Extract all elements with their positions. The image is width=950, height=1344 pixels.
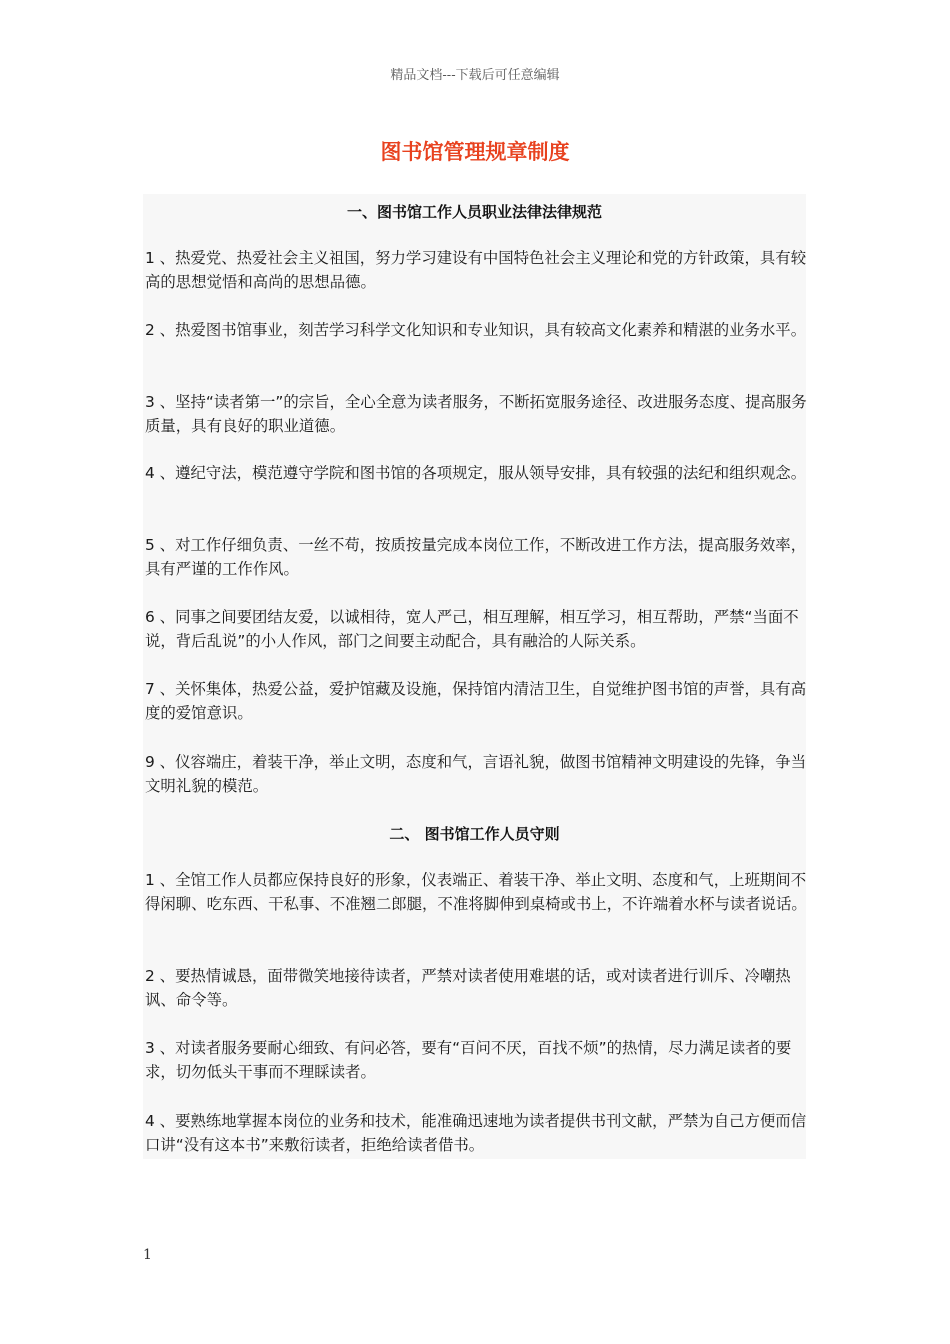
page-header-note: 精品文档---下载后可任意编辑 (390, 68, 560, 83)
section-heading: 二、 图书馆工作人员守则 (389, 825, 560, 843)
list-item: 4 、遵纪守法，模范遵守学院和图书馆的各项规定，服从领导安排，具有较强的法纪和组织观念。 (145, 464, 807, 482)
page-number: 1 (143, 1247, 152, 1263)
list-item: 2 、要热情诚恳，面带微笑地接待读者，严禁对读者使用难堪的话，或对读者进行训斥、冷嘲热讽、命令等。 (145, 967, 791, 1009)
list-item: 7 、关怀集体，热爱公益，爱护馆藏及设施，保持馆内清洁卫生，自觉维护图书馆的声誉，具有高度的爱馆意识。 (145, 680, 807, 722)
list-item: 6 、同事之间要团结友爱，以诚相待，宽人严己，相互理解，相互学习，相互帮助，严禁“当面不说，背后乱说”的小人作风，部门之间要主动配合，具有融洽的人际关系。 (145, 608, 799, 650)
list-item: 1 、全馆工作人员都应保持良好的形象，仪表端正、着装干净、举止文明、态度和气，上班期间不得闲聊、吃东西、干私事、不准翘二郎腿，不准将脚伸到桌椅或书上，不许端着水杯与读者说话。 (145, 871, 807, 913)
list-item: 1 、热爱党、热爱社会主义祖国，努力学习建设有中国特色社会主义理论和党的方针政策，具有较高的思想觉悟和高尚的思想品德。 (145, 249, 807, 291)
list-item: 3 、坚持“读者第一”的宗旨，全心全意为读者服务，不断拓宽服务途径、改进服务态度、提高服务质量，具有良好的职业道德。 (145, 393, 807, 435)
list-item: 9 、仪容端庄，着装干净，举止文明，态度和气，言语礼貌，做图书馆精神文明建设的先锋，争当文明礼貌的模范。 (145, 753, 807, 795)
section-heading: 一、图书馆工作人员职业法律法律规范 (346, 203, 602, 221)
document-body (143, 194, 806, 1159)
list-item: 2 、热爱图书馆事业，刻苦学习科学文化知识和专业知识，具有较高文化素养和精湛的业务水平。 (145, 321, 807, 339)
list-item: 3 、对读者服务要耐心细致、有问必答，要有“百问不厌，百找不烦”的热情，尽力满足读者的要求，切勿低头干事而不理睬读者。 (145, 1039, 792, 1081)
list-item: 4 、要熟练地掌握本岗位的业务和技术，能准确迅速地为读者提供书刊文献，严禁为自己方便而信口讲“没有这本书”来敷衍读者，拒绝给读者借书。 (145, 1112, 807, 1154)
list-item: 5 、对工作仔细负责、一丝不苟，按质按量完成本岗位工作，不断改进工作方法，提高服务效率，具有严谨的工作作风。 (145, 536, 807, 578)
document-title: 图书馆管理规章制度 (380, 140, 570, 164)
